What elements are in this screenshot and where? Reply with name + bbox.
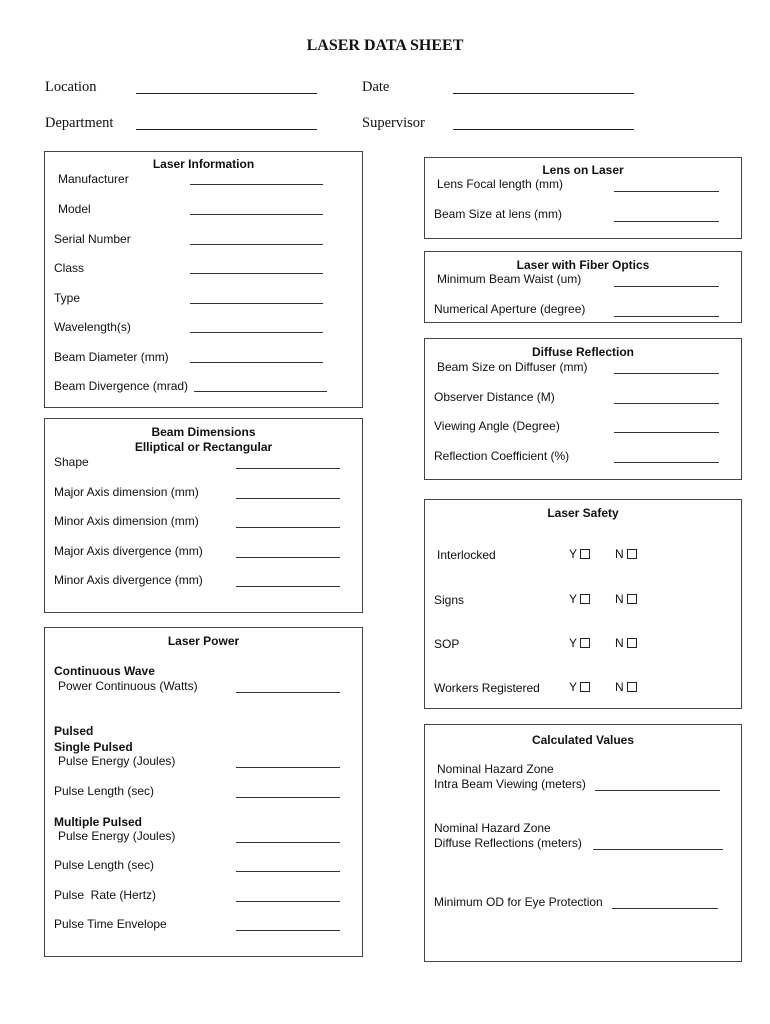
pulsed-heading: Pulsed bbox=[54, 724, 94, 738]
shape-field[interactable] bbox=[236, 468, 340, 469]
observer-distance-label: Observer Distance (M) bbox=[434, 390, 555, 404]
power-continuous-label: Power Continuous (Watts) bbox=[58, 679, 198, 693]
minimum-od-field[interactable] bbox=[612, 908, 718, 909]
single-pulse-energy-field[interactable] bbox=[236, 767, 340, 768]
nhz-intrabeam-label: Nominal Hazard Zone bbox=[437, 762, 554, 776]
numerical-aperture-label: Numerical Aperture (degree) bbox=[434, 302, 586, 316]
location-label: Location bbox=[45, 79, 97, 95]
yes-checkbox[interactable] bbox=[580, 638, 590, 648]
minimum-beam-waist-label: Minimum Beam Waist (um) bbox=[437, 272, 582, 286]
shape-label: Shape bbox=[54, 455, 89, 469]
signs-no[interactable] bbox=[615, 592, 637, 606]
diffuse-reflection-title: Diffuse Reflection bbox=[531, 345, 634, 359]
no-checkbox[interactable] bbox=[627, 549, 637, 559]
nhz-diffuse-label: Nominal Hazard Zone bbox=[434, 821, 551, 835]
beam-size-at-lens-label: Beam Size at lens (mm) bbox=[434, 207, 563, 221]
intrabeam-viewing-label: Intra Beam Viewing (meters) bbox=[434, 777, 586, 791]
serial-number-field[interactable] bbox=[190, 244, 323, 245]
no-checkbox[interactable] bbox=[627, 682, 637, 692]
no-checkbox[interactable] bbox=[627, 638, 637, 648]
interlocked-yes[interactable] bbox=[569, 547, 590, 561]
type-label: Type bbox=[54, 291, 81, 305]
laser-power-title: Laser Power bbox=[167, 634, 240, 648]
sop-label: SOP bbox=[434, 637, 460, 651]
date-field[interactable] bbox=[453, 93, 634, 94]
beam-size-on-diffuser-field[interactable] bbox=[614, 373, 719, 374]
wavelength-field[interactable] bbox=[190, 332, 323, 333]
page-title: LASER DATA SHEET bbox=[306, 37, 464, 54]
interlocked-label: Interlocked bbox=[437, 548, 496, 562]
serial-number-label: Serial Number bbox=[54, 232, 131, 246]
yes-label: Y bbox=[569, 592, 578, 606]
continuous-wave-heading: Continuous Wave bbox=[54, 664, 155, 678]
beam-size-on-diffuser-label: Beam Size on Diffuser (mm) bbox=[437, 360, 588, 374]
signs-label: Signs bbox=[434, 593, 465, 607]
class-label: Class bbox=[54, 261, 85, 275]
yes-checkbox[interactable] bbox=[580, 549, 590, 559]
department-field[interactable] bbox=[136, 129, 317, 130]
yes-checkbox[interactable] bbox=[580, 594, 590, 604]
workers-registered-yes[interactable] bbox=[569, 680, 590, 694]
beam-diameter-label: Beam Diameter (mm) bbox=[54, 350, 169, 364]
lens-focal-length-field[interactable] bbox=[614, 191, 719, 192]
fiber-optics-title: Laser with Fiber Optics bbox=[516, 258, 650, 272]
yes-label: Y bbox=[569, 680, 578, 694]
yes-checkbox[interactable] bbox=[580, 682, 590, 692]
minor-axis-divergence-label: Minor Axis divergence (mm) bbox=[54, 573, 203, 587]
pulse-rate-label: Pulse Rate (Hertz) bbox=[54, 888, 157, 902]
type-field[interactable] bbox=[190, 303, 323, 304]
no-label: N bbox=[615, 636, 624, 650]
multiple-pulsed-heading: Multiple Pulsed bbox=[54, 815, 143, 829]
beam-dimensions-subtitle: Elliptical or Rectangular bbox=[134, 440, 273, 454]
single-pulse-energy-label: Pulse Energy (Joules) bbox=[58, 754, 176, 768]
viewing-angle-field[interactable] bbox=[614, 432, 719, 433]
laser-information-section bbox=[44, 151, 363, 408]
single-pulsed-heading: Single Pulsed bbox=[54, 740, 133, 754]
no-label: N bbox=[615, 547, 624, 561]
location-field[interactable] bbox=[136, 93, 317, 94]
yes-label: Y bbox=[569, 547, 578, 561]
laser-information-title: Laser Information bbox=[152, 157, 255, 171]
beam-divergence-field[interactable] bbox=[194, 391, 327, 392]
sop-yes[interactable] bbox=[569, 636, 590, 650]
multi-pulse-energy-field[interactable] bbox=[236, 842, 340, 843]
minor-axis-divergence-field[interactable] bbox=[236, 586, 340, 587]
viewing-angle-label: Viewing Angle (Degree) bbox=[434, 419, 560, 433]
major-axis-divergence-label: Major Axis divergence (mm) bbox=[54, 544, 203, 558]
wavelength-label: Wavelength(s) bbox=[54, 320, 131, 334]
minor-axis-dimension-field[interactable] bbox=[236, 527, 340, 528]
laser-safety-title: Laser Safety bbox=[547, 506, 619, 520]
diffuse-reflections-label: Diffuse Reflections (meters) bbox=[434, 836, 582, 850]
major-axis-dimension-field[interactable] bbox=[236, 498, 340, 499]
department-label: Department bbox=[45, 115, 114, 131]
pulse-time-envelope-label: Pulse Time Envelope bbox=[54, 917, 167, 931]
pulse-rate-field[interactable] bbox=[236, 901, 340, 902]
intrabeam-viewing-field[interactable] bbox=[595, 790, 720, 791]
minimum-od-label: Minimum OD for Eye Protection bbox=[434, 895, 603, 909]
reflection-coefficient-field[interactable] bbox=[614, 462, 719, 463]
single-pulse-length-label: Pulse Length (sec) bbox=[54, 784, 155, 798]
workers-registered-no[interactable] bbox=[615, 680, 637, 694]
model-label: Model bbox=[58, 202, 91, 216]
single-pulse-length-field[interactable] bbox=[236, 797, 340, 798]
model-field[interactable] bbox=[190, 214, 323, 215]
pulse-time-envelope-field[interactable] bbox=[236, 930, 340, 931]
power-continuous-field[interactable] bbox=[236, 692, 340, 693]
date-label: Date bbox=[362, 79, 390, 95]
beam-size-at-lens-field[interactable] bbox=[614, 221, 719, 222]
beam-divergence-label: Beam Divergence (mrad) bbox=[54, 379, 189, 393]
no-checkbox[interactable] bbox=[627, 594, 637, 604]
workers-registered-label: Workers Registered bbox=[434, 681, 540, 695]
diffuse-reflections-field[interactable] bbox=[593, 849, 723, 850]
minor-axis-dimension-label: Minor Axis dimension (mm) bbox=[54, 514, 199, 528]
sop-no[interactable] bbox=[615, 636, 637, 650]
no-label: N bbox=[615, 592, 624, 606]
class-field[interactable] bbox=[190, 273, 323, 274]
beam-dimensions-title: Beam Dimensions bbox=[151, 425, 256, 439]
numerical-aperture-field[interactable] bbox=[614, 316, 719, 317]
minimum-beam-waist-field[interactable] bbox=[614, 286, 719, 287]
manufacturer-field[interactable] bbox=[190, 184, 323, 185]
multi-pulse-length-field[interactable] bbox=[236, 871, 340, 872]
reflection-coefficient-label: Reflection Coefficient (%) bbox=[434, 449, 570, 463]
major-axis-dimension-label: Major Axis dimension (mm) bbox=[54, 485, 199, 499]
manufacturer-label: Manufacturer bbox=[58, 172, 129, 186]
multi-pulse-length-label: Pulse Length (sec) bbox=[54, 858, 155, 872]
lens-focal-length-label: Lens Focal length (mm) bbox=[437, 177, 564, 191]
supervisor-label: Supervisor bbox=[362, 115, 425, 131]
beam-diameter-field[interactable] bbox=[190, 362, 323, 363]
multi-pulse-energy-label: Pulse Energy (Joules) bbox=[58, 829, 176, 843]
observer-distance-field[interactable] bbox=[614, 403, 719, 404]
lens-on-laser-title: Lens on Laser bbox=[542, 163, 624, 177]
interlocked-no[interactable] bbox=[615, 547, 637, 561]
supervisor-field[interactable] bbox=[453, 129, 634, 130]
major-axis-divergence-field[interactable] bbox=[236, 557, 340, 558]
signs-yes[interactable] bbox=[569, 592, 590, 606]
no-label: N bbox=[615, 680, 624, 694]
yes-label: Y bbox=[569, 636, 578, 650]
calculated-values-title: Calculated Values bbox=[531, 733, 635, 747]
